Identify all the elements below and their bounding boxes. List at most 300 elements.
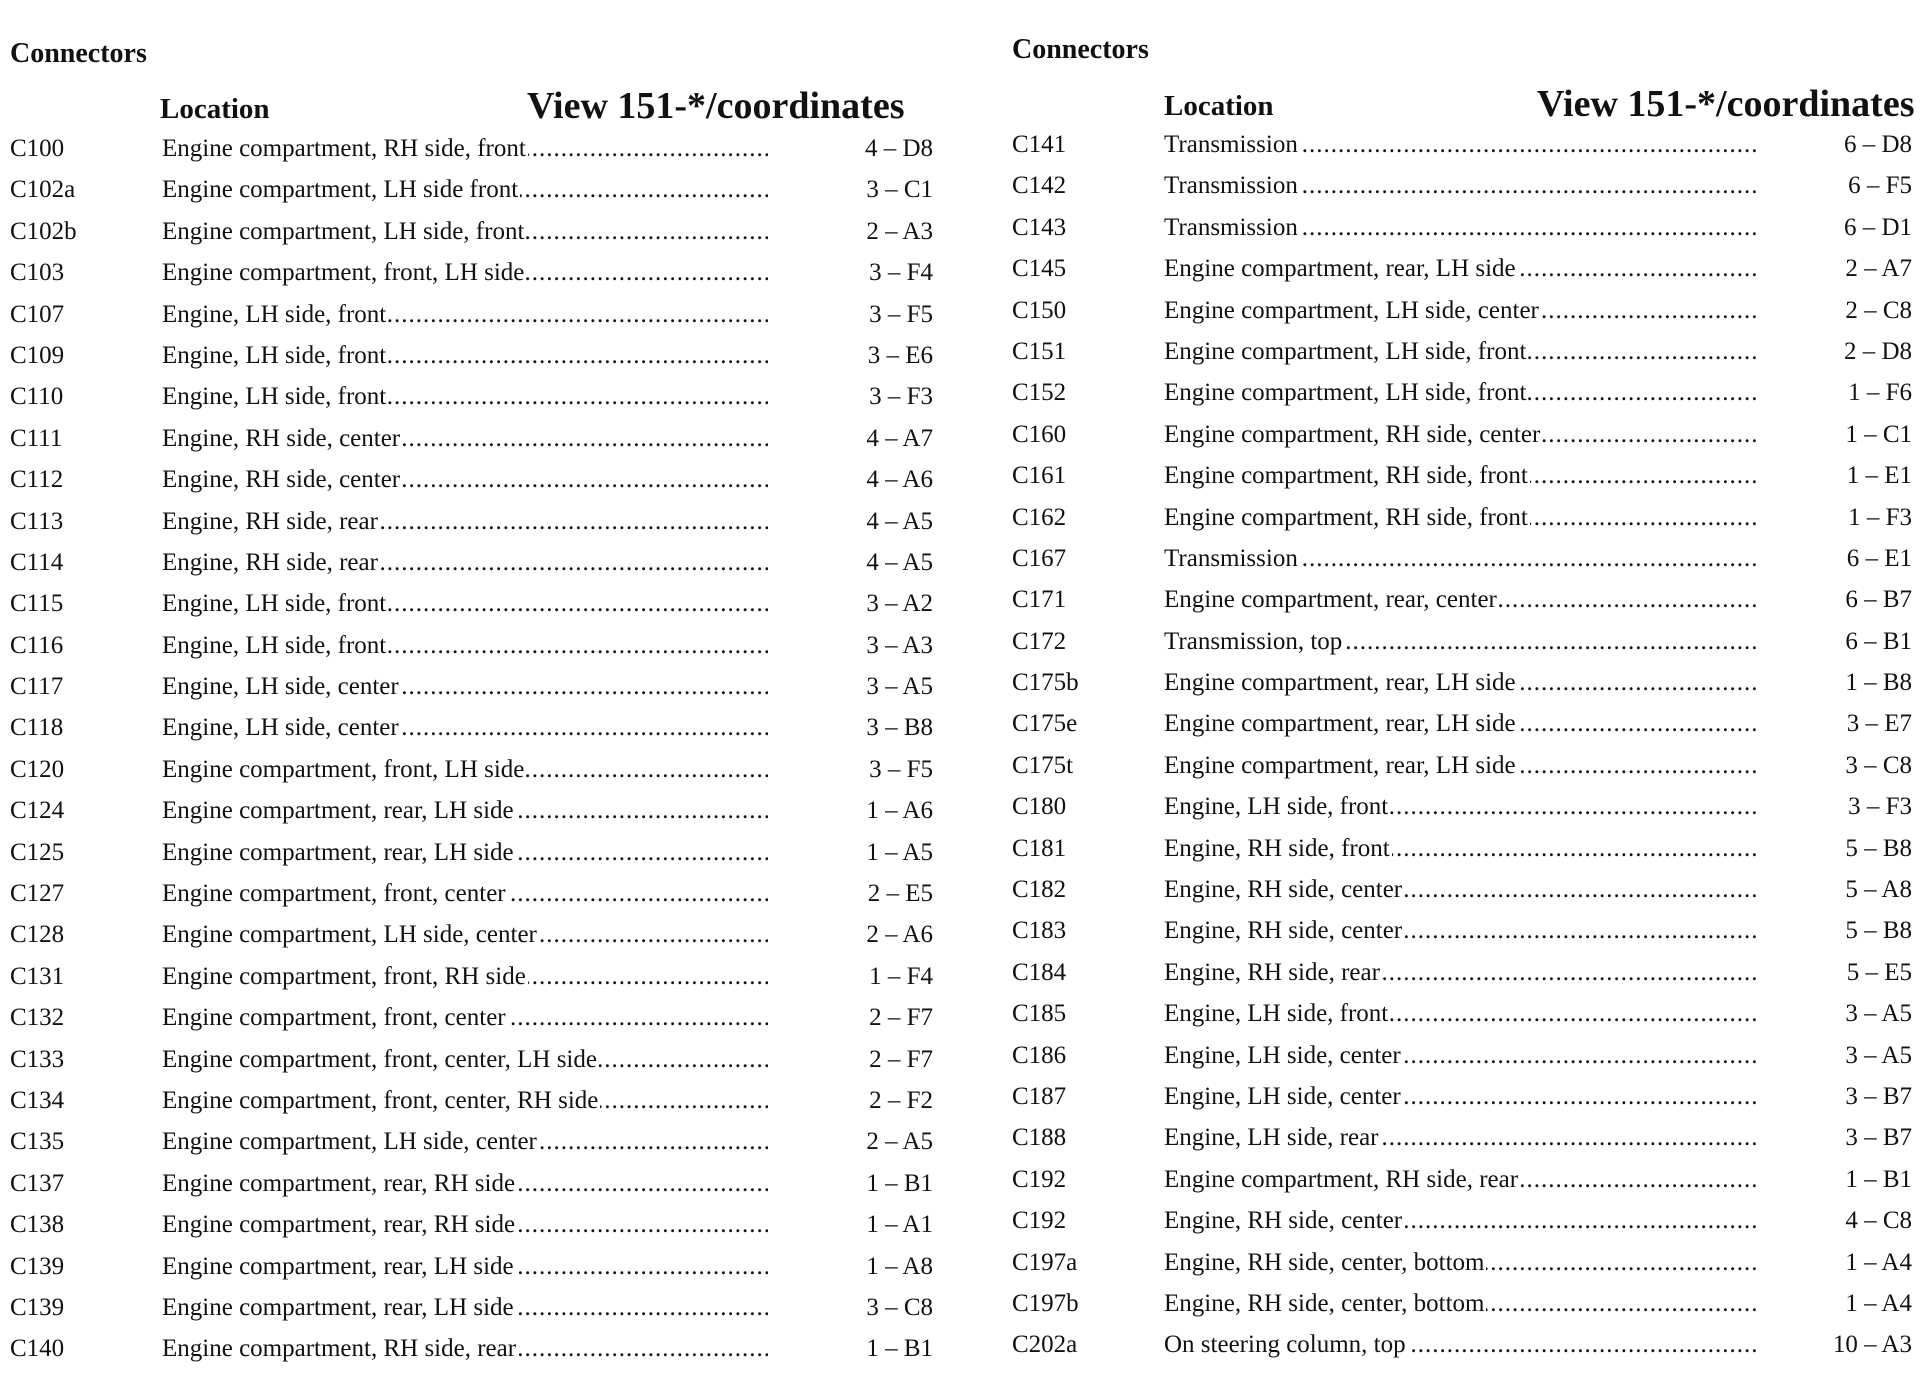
connector-coordinates: 3 – E7 (1846, 710, 1912, 738)
table-row (10, 839, 955, 880)
connector-code: C100 (10, 135, 65, 162)
connector-location (162, 714, 768, 742)
connector-coordinates: 3 – C8 (866, 1293, 933, 1321)
table-row (1012, 545, 1920, 586)
table-row (1012, 669, 1920, 710)
connector-location-text: Engine, LH side, center (1164, 1082, 1401, 1110)
connector-coordinates: 5 – A8 (1845, 876, 1912, 904)
table-row (10, 259, 955, 300)
connector-location (1164, 752, 1758, 780)
connector-location-text: Engine compartment, rear, RH side (162, 1169, 516, 1197)
table-row (10, 301, 955, 342)
connector-coordinates: 4 – A7 (866, 424, 933, 452)
table-row (10, 176, 955, 217)
connector-location-text: Engine compartment, rear, LH side (1164, 255, 1516, 283)
table-row (10, 466, 955, 507)
connector-coordinates: 5 – B8 (1845, 834, 1912, 862)
connector-location-text: On steering column, top (1164, 1331, 1406, 1359)
connector-coordinates: 2 – A5 (866, 1128, 933, 1156)
connector-location (162, 1087, 768, 1115)
connector-coordinates: 3 – F3 (1848, 793, 1912, 821)
connector-code: C102b (10, 217, 77, 245)
table-row (1012, 462, 1920, 503)
table-row (1012, 793, 1920, 834)
connector-location-text: Engine compartment, rear, LH side (1164, 710, 1516, 738)
table-row (1012, 959, 1920, 1000)
connector-location-text: Engine compartment, front, center, RH side (162, 1086, 599, 1114)
connector-coordinates: 3 – F5 (869, 755, 933, 783)
connector-location-text: Engine, LH side, front (162, 383, 387, 411)
connector-coordinates: 1 – A5 (866, 838, 933, 866)
table-row (10, 1004, 955, 1045)
table-row (1012, 379, 1920, 420)
connector-code: C137 (10, 1169, 65, 1197)
connector-coordinates: 1 – A4 (1845, 1248, 1912, 1276)
connector-coordinates: 1 – B1 (866, 1169, 933, 1197)
connector-location-text: Engine, LH side, front (162, 631, 387, 659)
table-row (10, 921, 955, 962)
connector-coordinates: 3 – E6 (867, 341, 933, 369)
connector-code: C160 (1012, 420, 1067, 448)
connector-code: C175t (1012, 751, 1074, 779)
connector-coordinates: 5 – E5 (1846, 958, 1912, 986)
connector-list (10, 135, 955, 1377)
connector-coordinates: 2 – A6 (866, 921, 933, 949)
table-row (10, 1335, 955, 1376)
connector-code: C142 (1012, 172, 1067, 200)
connector-code: C202a (1012, 1331, 1078, 1359)
connector-location (1164, 462, 1758, 490)
table-row (1012, 586, 1920, 627)
connector-code: C184 (1012, 958, 1067, 986)
connector-code: C128 (10, 921, 65, 949)
connector-location (1164, 793, 1758, 821)
table-row (1012, 752, 1920, 793)
connector-location (1164, 255, 1758, 283)
connector-code: C145 (1012, 255, 1067, 283)
table-row (10, 590, 955, 631)
connector-coordinates: 6 – B1 (1845, 627, 1912, 655)
connector-location-text: Engine, LH side, rear (1164, 1124, 1379, 1152)
connector-location (1164, 379, 1758, 407)
connector-coordinates: 2 – F7 (869, 1045, 933, 1073)
connector-location (1164, 1249, 1758, 1277)
connector-coordinates: 1 – B1 (1845, 1165, 1912, 1193)
connector-code: C139 (10, 1252, 65, 1280)
connector-location-text: Engine, RH side, center (1164, 876, 1403, 904)
connector-code: C152 (1012, 379, 1067, 407)
connector-coordinates: 6 – B7 (1845, 586, 1912, 614)
connector-location-text: Engine compartment, LH side front (162, 176, 519, 204)
connector-coordinates: 1 – F3 (1848, 503, 1912, 531)
table-row (10, 425, 955, 466)
connector-code: C180 (1012, 793, 1067, 821)
connector-coordinates: 3 – F4 (869, 259, 933, 287)
connector-location (162, 549, 768, 577)
connector-location-text: Engine, RH side, rear (162, 507, 378, 535)
connector-coordinates: 10 – A3 (1832, 1331, 1912, 1359)
connector-code: C186 (1012, 1041, 1067, 1069)
connector-coordinates: 4 – A6 (866, 466, 933, 494)
connector-location (162, 1335, 768, 1363)
view-coordinates-column-header: View 151-*/coordinates (1537, 83, 1915, 125)
connector-location-text: Transmission (1164, 544, 1298, 572)
connector-location-text: Engine, LH side, center (1164, 1041, 1401, 1069)
connector-coordinates: 4 – D8 (864, 135, 933, 162)
connector-location-text: Transmission (1164, 213, 1298, 241)
connector-location (1164, 338, 1758, 366)
table-row (1012, 710, 1920, 751)
connector-location (162, 135, 768, 163)
connector-location (1164, 586, 1758, 614)
connector-location (1164, 835, 1758, 863)
connector-code: C197b (1012, 1289, 1079, 1317)
connector-coordinates: 3 – A2 (866, 590, 933, 618)
connector-location (162, 1211, 768, 1239)
connector-code: C183 (1012, 917, 1067, 945)
connector-location (162, 921, 768, 949)
connector-coordinates: 2 – D8 (1843, 337, 1912, 365)
connector-location-text: Engine, RH side, front (1164, 834, 1390, 862)
section-title: Connectors (10, 38, 147, 69)
connector-location-text: Engine, RH side, center (162, 424, 401, 452)
table-row (10, 632, 955, 673)
connector-coordinates: 2 – F7 (869, 1004, 933, 1032)
connector-coordinates: 6 – E1 (1846, 544, 1912, 572)
connector-location (162, 466, 768, 494)
connector-coordinates: 6 – D8 (1843, 131, 1912, 158)
connector-coordinates: 2 – A3 (866, 217, 933, 245)
connector-code: C175b (1012, 669, 1079, 697)
connector-coordinates: 3 – B8 (866, 714, 933, 742)
connector-code: C167 (1012, 544, 1067, 572)
connector-code: C131 (10, 962, 65, 990)
connector-coordinates: 1 – B1 (866, 1335, 933, 1363)
connector-location-text: Engine compartment, LH side, front (1164, 379, 1527, 407)
connector-code: C141 (1012, 131, 1067, 158)
connector-location (1164, 1124, 1758, 1152)
connector-location (162, 1253, 768, 1281)
connector-location-text: Engine, LH side, front (162, 590, 387, 618)
connector-code: C135 (10, 1128, 65, 1156)
table-row (1012, 1249, 1920, 1290)
table-row (10, 342, 955, 383)
connector-location (1164, 1290, 1758, 1318)
table-row (10, 1128, 955, 1169)
connector-location-text: Engine compartment, RH side, center (1164, 420, 1541, 448)
connector-location-text: Engine compartment, LH side, center (162, 1128, 537, 1156)
connector-code: C138 (10, 1211, 65, 1239)
connector-location-text: Engine compartment, front, LH side (162, 259, 525, 287)
table-row (10, 1253, 955, 1294)
connector-coordinates: 1 – A6 (866, 797, 933, 825)
connector-coordinates: 5 – B8 (1845, 917, 1912, 945)
connector-location (162, 797, 768, 825)
table-row (10, 508, 955, 549)
connector-location-text: Engine, RH side, rear (162, 548, 378, 576)
connector-code: C185 (1012, 1000, 1067, 1028)
connector-location (1164, 297, 1758, 325)
connector-location-text: Engine compartment, rear, LH side (162, 1293, 514, 1321)
table-row (10, 797, 955, 838)
table-row (10, 549, 955, 590)
connector-coordinates: 3 – C8 (1845, 751, 1912, 779)
connector-code: C110 (10, 383, 64, 411)
connector-code: C161 (1012, 462, 1067, 490)
connector-code: C171 (1012, 586, 1067, 614)
table-row (10, 673, 955, 714)
location-column-header: Location (1164, 90, 1274, 122)
connector-coordinates: 1 – C1 (1845, 420, 1912, 448)
connector-code: C133 (10, 1045, 65, 1073)
table-row (1012, 835, 1920, 876)
connector-location (162, 425, 768, 453)
connector-location (1164, 172, 1758, 200)
connector-location (1164, 710, 1758, 738)
connector-coordinates: 1 – E1 (1846, 462, 1912, 490)
connector-location-text: Transmission, top (1164, 627, 1343, 655)
connector-location (1164, 1042, 1758, 1070)
left-connector-table (10, 0, 955, 1376)
connector-code: C127 (10, 880, 65, 908)
connector-location-text: Engine, LH side, center (162, 673, 399, 701)
connector-coordinates: 2 – F2 (869, 1086, 933, 1114)
table-row (1012, 917, 1920, 958)
connector-coordinates: 3 – A5 (866, 673, 933, 701)
connector-coordinates: 1 – F4 (869, 962, 933, 990)
right-connector-table (1012, 0, 1920, 1376)
connector-location (162, 673, 768, 701)
table-row (10, 880, 955, 921)
connector-coordinates: 3 – A5 (1845, 1041, 1912, 1069)
connector-code: C118 (10, 714, 64, 742)
table-row (1012, 1042, 1920, 1083)
connector-coordinates: 3 – F5 (869, 300, 933, 328)
connector-code: C181 (1012, 834, 1067, 862)
table-row (10, 756, 955, 797)
connector-location-text: Engine compartment, RH side, front (162, 135, 526, 162)
connector-location-text: Engine, LH side, front (1164, 793, 1389, 821)
table-row (1012, 1083, 1920, 1124)
connector-code: C175e (1012, 710, 1078, 738)
connector-code: C113 (10, 507, 64, 535)
connector-location (1164, 917, 1758, 945)
connector-coordinates: 4 – A5 (866, 507, 933, 535)
connector-location (162, 880, 768, 908)
connector-code: C117 (10, 673, 64, 701)
connector-location-text: Engine compartment, front, center (162, 880, 506, 908)
connector-location-text: Engine compartment, LH side, center (1164, 296, 1539, 324)
table-row (1012, 172, 1920, 213)
connector-location-text: Engine compartment, rear, RH side (162, 1211, 516, 1239)
connector-location (162, 963, 768, 991)
connector-code: C172 (1012, 627, 1067, 655)
connector-coordinates: 2 – A7 (1845, 255, 1912, 283)
connector-code: C120 (10, 755, 65, 783)
table-row (1012, 1124, 1920, 1165)
connector-location (162, 1170, 768, 1198)
connector-code: C115 (10, 590, 64, 618)
connector-coordinates: 1 – A1 (866, 1211, 933, 1239)
connector-location-text: Engine compartment, RH side, rear (1164, 1165, 1519, 1193)
connector-code: C132 (10, 1004, 65, 1032)
location-column-header: Location (160, 93, 270, 125)
table-row (1012, 255, 1920, 296)
table-row (1012, 1166, 1920, 1207)
connector-location-text: Engine, RH side, center, bottom (1164, 1289, 1485, 1317)
connector-code: C197a (1012, 1248, 1078, 1276)
connector-coordinates: 2 – E5 (867, 880, 933, 908)
connector-location (162, 1004, 768, 1032)
connector-coordinates: 2 – C8 (1845, 296, 1912, 324)
connector-location (162, 176, 768, 204)
connector-coordinates: 1 – F6 (1848, 379, 1912, 407)
connector-location-text: Engine, RH side, center (162, 466, 401, 494)
connector-location (1164, 628, 1758, 656)
connector-location-text: Engine compartment, LH side, center (162, 921, 537, 949)
connector-location (1164, 1083, 1758, 1111)
connector-location-text: Engine, RH side, center (1164, 917, 1403, 945)
table-row (1012, 876, 1920, 917)
table-row (10, 963, 955, 1004)
connector-location-text: Transmission (1164, 172, 1298, 200)
connector-location (1164, 1207, 1758, 1235)
connector-location-text: Engine compartment, front, center, LH side (162, 1045, 597, 1073)
connector-code: C125 (10, 838, 65, 866)
connector-location-text: Transmission (1164, 131, 1298, 158)
table-row (1012, 1207, 1920, 1248)
connector-code: C187 (1012, 1082, 1067, 1110)
connector-location (162, 839, 768, 867)
table-row (10, 1087, 955, 1128)
connector-coordinates: 3 – A5 (1845, 1000, 1912, 1028)
table-row (10, 1211, 955, 1252)
connector-code: C134 (10, 1086, 65, 1114)
view-coordinates-column-header: View 151-*/coordinates (527, 85, 905, 127)
connector-location (1164, 1331, 1758, 1359)
connector-location (1164, 1166, 1758, 1194)
connector-coordinates: 3 – F3 (869, 383, 933, 411)
section-title: Connectors (1012, 34, 1149, 65)
connector-location (1164, 959, 1758, 987)
table-row (10, 1170, 955, 1211)
connector-location-text: Engine compartment, rear, LH side (1164, 669, 1516, 697)
connector-coordinates: 6 – D1 (1843, 213, 1912, 241)
connector-location (162, 1046, 768, 1074)
connector-location (1164, 1000, 1758, 1028)
connector-code: C116 (10, 631, 64, 659)
table-row (10, 383, 955, 424)
connector-location (162, 1128, 768, 1156)
connector-code: C114 (10, 548, 64, 576)
connector-code: C143 (1012, 213, 1067, 241)
connector-code: C107 (10, 300, 65, 328)
connector-location (162, 383, 768, 411)
connector-code: C112 (10, 466, 64, 494)
connector-coordinates: 3 – A3 (866, 631, 933, 659)
connector-code: C111 (10, 424, 63, 452)
connector-location (162, 259, 768, 287)
connector-coordinates: 1 – A8 (866, 1252, 933, 1280)
table-row (1012, 1290, 1920, 1331)
connector-code: C139 (10, 1293, 65, 1321)
connector-coordinates: 6 – F5 (1848, 172, 1912, 200)
connector-location-text: Engine, RH side, center (1164, 1207, 1403, 1235)
connector-location (162, 508, 768, 536)
connector-code: C124 (10, 797, 65, 825)
table-row (1012, 338, 1920, 379)
connector-location-text: Engine compartment, front, center (162, 1004, 506, 1032)
connector-location-text: Engine compartment, RH side, front (1164, 462, 1528, 490)
connector-location-text: Engine compartment, rear, LH side (1164, 751, 1516, 779)
connector-location-text: Engine compartment, LH side, front (162, 217, 525, 245)
connector-location-text: Engine, RH side, center, bottom (1164, 1248, 1485, 1276)
connector-location-text: Engine compartment, rear, LH side (162, 1252, 514, 1280)
connector-location (162, 218, 768, 246)
connector-location-text: Engine compartment, rear, LH side (162, 838, 514, 866)
connector-coordinates: 3 – C1 (866, 176, 933, 204)
connector-location-text: Engine compartment, front, RH side (162, 962, 526, 990)
connector-code: C151 (1012, 337, 1067, 365)
connector-code: C150 (1012, 296, 1067, 324)
connector-location-text: Engine compartment, rear, LH side (162, 797, 514, 825)
connector-location-text: Engine, LH side, center (162, 714, 399, 742)
connector-location-text: Engine, LH side, front (162, 300, 387, 328)
connector-location-text: Engine, LH side, front (162, 341, 387, 369)
connector-location-text: Engine, RH side, rear (1164, 958, 1380, 986)
table-row (1012, 1331, 1920, 1372)
connector-code: C188 (1012, 1124, 1067, 1152)
connector-location-text: Engine compartment, RH side, front (1164, 503, 1528, 531)
connector-coordinates: 1 – B8 (1845, 669, 1912, 697)
connector-location (162, 590, 768, 618)
table-row (1012, 1000, 1920, 1041)
connector-location-text: Engine, LH side, front (1164, 1000, 1389, 1028)
table-row (10, 1294, 955, 1335)
connector-code: C162 (1012, 503, 1067, 531)
connector-location-text: Engine compartment, LH side, front (1164, 337, 1527, 365)
connector-code: C103 (10, 259, 65, 287)
connector-location (1164, 131, 1758, 159)
connector-code: C140 (10, 1335, 65, 1363)
connector-location (1164, 876, 1758, 904)
table-row (10, 1046, 955, 1087)
connector-location (1164, 214, 1758, 242)
connector-location (1164, 504, 1758, 532)
connector-location (1164, 421, 1758, 449)
table-row (1012, 504, 1920, 545)
table-row (10, 218, 955, 259)
connector-location-text: Engine compartment, front, LH side (162, 755, 525, 783)
connector-code: C192 (1012, 1165, 1067, 1193)
connector-location (162, 342, 768, 370)
connector-location (1164, 669, 1758, 697)
connector-coordinates: 3 – B7 (1845, 1082, 1912, 1110)
connector-location-text: Engine compartment, rear, center (1164, 586, 1497, 614)
connector-coordinates: 1 – A4 (1845, 1289, 1912, 1317)
connector-coordinates: 3 – B7 (1845, 1124, 1912, 1152)
table-row (1012, 131, 1920, 172)
table-row (1012, 628, 1920, 669)
table-row (1012, 421, 1920, 462)
connector-location (162, 301, 768, 329)
table-row (1012, 297, 1920, 338)
connector-location-text: Engine compartment, RH side, rear (162, 1335, 517, 1363)
connector-code: C192 (1012, 1207, 1067, 1235)
connector-coordinates: 4 – C8 (1845, 1207, 1912, 1235)
connector-list (1012, 131, 1920, 1373)
connector-coordinates: 4 – A5 (866, 548, 933, 576)
